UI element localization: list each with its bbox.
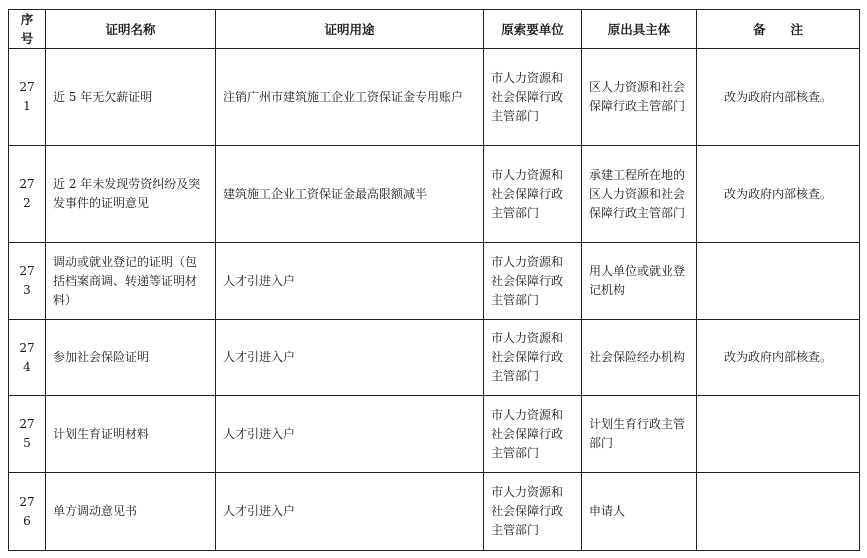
table-header-row [9, 10, 860, 49]
cell-purpose: 人才引进入户 [216, 320, 484, 396]
cell-name: 计划生育证明材料 [46, 396, 216, 473]
cell-requester: 市人力资源和社会保障行政主管部门 [484, 396, 582, 473]
table-row [9, 49, 860, 146]
cell-issuer: 社会保险经办机构 [582, 320, 697, 396]
cell-remarks [697, 473, 860, 551]
cell-purpose: 注销广州市建筑施工企业工资保证金专用账户 [216, 49, 484, 146]
cell-seq: 273 [9, 243, 46, 320]
cell-issuer: 承建工程所在地的区人力资源和社会保障行政主管部门 [582, 146, 697, 243]
cell-requester: 市人力资源和社会保障行政主管部门 [484, 473, 582, 551]
cell-remarks: 改为政府内部核查。 [697, 320, 860, 396]
cell-seq: 275 [9, 396, 46, 473]
cell-seq: 274 [9, 320, 46, 396]
header-remarks: 备 注 [697, 10, 860, 49]
header-seq: 序号 [9, 10, 46, 49]
cell-requester: 市人力资源和社会保障行政主管部门 [484, 49, 582, 146]
cell-seq: 276 [9, 473, 46, 551]
header-name: 证明名称 [46, 10, 216, 49]
cell-issuer: 区人力资源和社会保障行政主管部门 [582, 49, 697, 146]
header-requester: 原索要单位 [484, 10, 582, 49]
cell-purpose: 人才引进入户 [216, 243, 484, 320]
cell-name: 近 5 年无欠薪证明 [46, 49, 216, 146]
cell-remarks [697, 243, 860, 320]
cell-remarks [697, 396, 860, 473]
cell-issuer: 计划生育行政主管部门 [582, 396, 697, 473]
header-purpose: 证明用途 [216, 10, 484, 49]
cell-seq: 272 [9, 146, 46, 243]
cell-purpose: 人才引进入户 [216, 396, 484, 473]
cell-requester: 市人力资源和社会保障行政主管部门 [484, 320, 582, 396]
cell-seq: 271 [9, 49, 46, 146]
cell-name: 单方调动意见书 [46, 473, 216, 551]
table-row [9, 396, 860, 473]
cell-purpose: 人才引进入户 [216, 473, 484, 551]
table-row [9, 243, 860, 320]
cell-name: 调动或就业登记的证明（包括档案商调、转递等证明材料） [46, 243, 216, 320]
header-issuer: 原出具主体 [582, 10, 697, 49]
cell-remarks: 改为政府内部核查。 [697, 146, 860, 243]
cell-issuer: 申请人 [582, 473, 697, 551]
certificate-table [8, 9, 860, 551]
cell-remarks: 改为政府内部核查。 [697, 49, 860, 146]
table-row [9, 320, 860, 396]
cell-name: 近 2 年未发现劳资纠纷及突发事件的证明意见 [46, 146, 216, 243]
table-row [9, 146, 860, 243]
cell-purpose: 建筑施工企业工资保证金最高限额减半 [216, 146, 484, 243]
cell-issuer: 用人单位或就业登记机构 [582, 243, 697, 320]
cell-requester: 市人力资源和社会保障行政主管部门 [484, 146, 582, 243]
table-row [9, 473, 860, 551]
cell-name: 参加社会保险证明 [46, 320, 216, 396]
cell-requester: 市人力资源和社会保障行政主管部门 [484, 243, 582, 320]
